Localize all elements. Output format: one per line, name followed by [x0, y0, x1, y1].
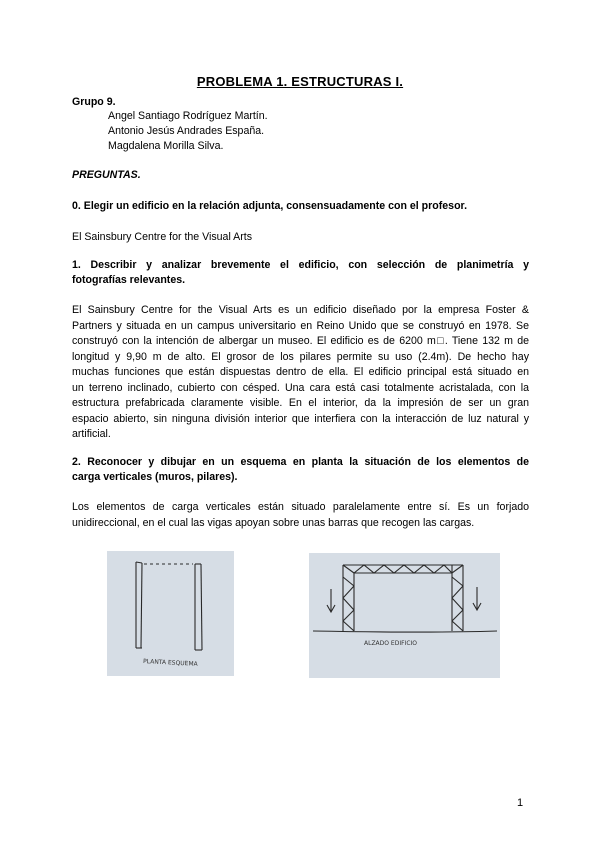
answer-2-line: unidireccional, en el cual las vigas apoyan sobre unas barras que recogen las cargas.	[72, 516, 475, 529]
answer-1-line: longitud y 9,90 m de alto. El grosor de los pilares permite su uso (2.4m). De hecho hay	[72, 350, 529, 363]
group-member: Angel Santiago Rodríguez Martín.	[108, 110, 268, 122]
question-1-line: 1. Describir y analizar brevemente el edificio, con selección de planimetría y	[72, 259, 529, 271]
elevation-drawing	[309, 553, 500, 678]
group-label: Grupo 9.	[72, 96, 116, 108]
answer-1-line: artificial.	[72, 428, 111, 440]
answer-1-line: espacio abierto, sin ninguna división interior que interfiera con la interacción de luz natural y	[72, 412, 529, 425]
plan-drawing	[107, 551, 234, 676]
group-member: Antonio Jesús Andrades España.	[108, 125, 265, 137]
answer-1-line: estructura prefabricada claramente visible. En el interior, da la impresión de ser un gran	[72, 397, 529, 409]
question-1-line: fotografías relevantes.	[72, 274, 186, 286]
plan-sketch	[107, 551, 234, 676]
answer-1-line: Partners y situada en un campus universitario en Reino Unido que se construyó en 1978. Se	[72, 319, 529, 332]
answer-1-line: un terreno inclinado, cubierto con césped. Una cara está casi totalmente acristalada, con la	[72, 381, 529, 394]
answer-1-line: El Sainsbury Centre for the Visual Arts es un edificio diseñado por la empresa Foster &	[72, 304, 529, 316]
question-2-line: carga verticales (muros, pilares).	[72, 471, 238, 483]
page-number: 1	[517, 797, 524, 809]
elevation-sketch	[309, 553, 500, 678]
questions-heading: PREGUNTAS.	[72, 169, 141, 181]
question-0: 0. Elegir un edificio en la relación adjunta, consensuadamente con el profesor.	[72, 200, 468, 212]
question-2-line: 2. Reconocer y dibujar en un esquema en planta la situación de los elementos de	[72, 456, 529, 468]
page-title: PROBLEMA 1. ESTRUCTURAS I.	[196, 74, 404, 89]
group-member: Magdalena Morilla Silva.	[108, 140, 224, 152]
answer-2-line: Los elementos de carga verticales están situado paralelamente entre sí. Es un forjado	[72, 501, 529, 513]
elevation-label: ALZADO EDIFICIO	[364, 640, 417, 647]
answer-1-line: muchas funciones que están dispuestas dentro de ella. El edificio principal está situado en	[72, 366, 529, 378]
answer-1-line: construyó con la intención de albergar un museo. El edificio es de 6200 m□. Tiene 132 m de	[72, 335, 529, 347]
plan-label: PLANTA ESQUEMA	[142, 658, 198, 668]
answer-0: El Sainsbury Centre for the Visual Arts	[72, 231, 252, 243]
